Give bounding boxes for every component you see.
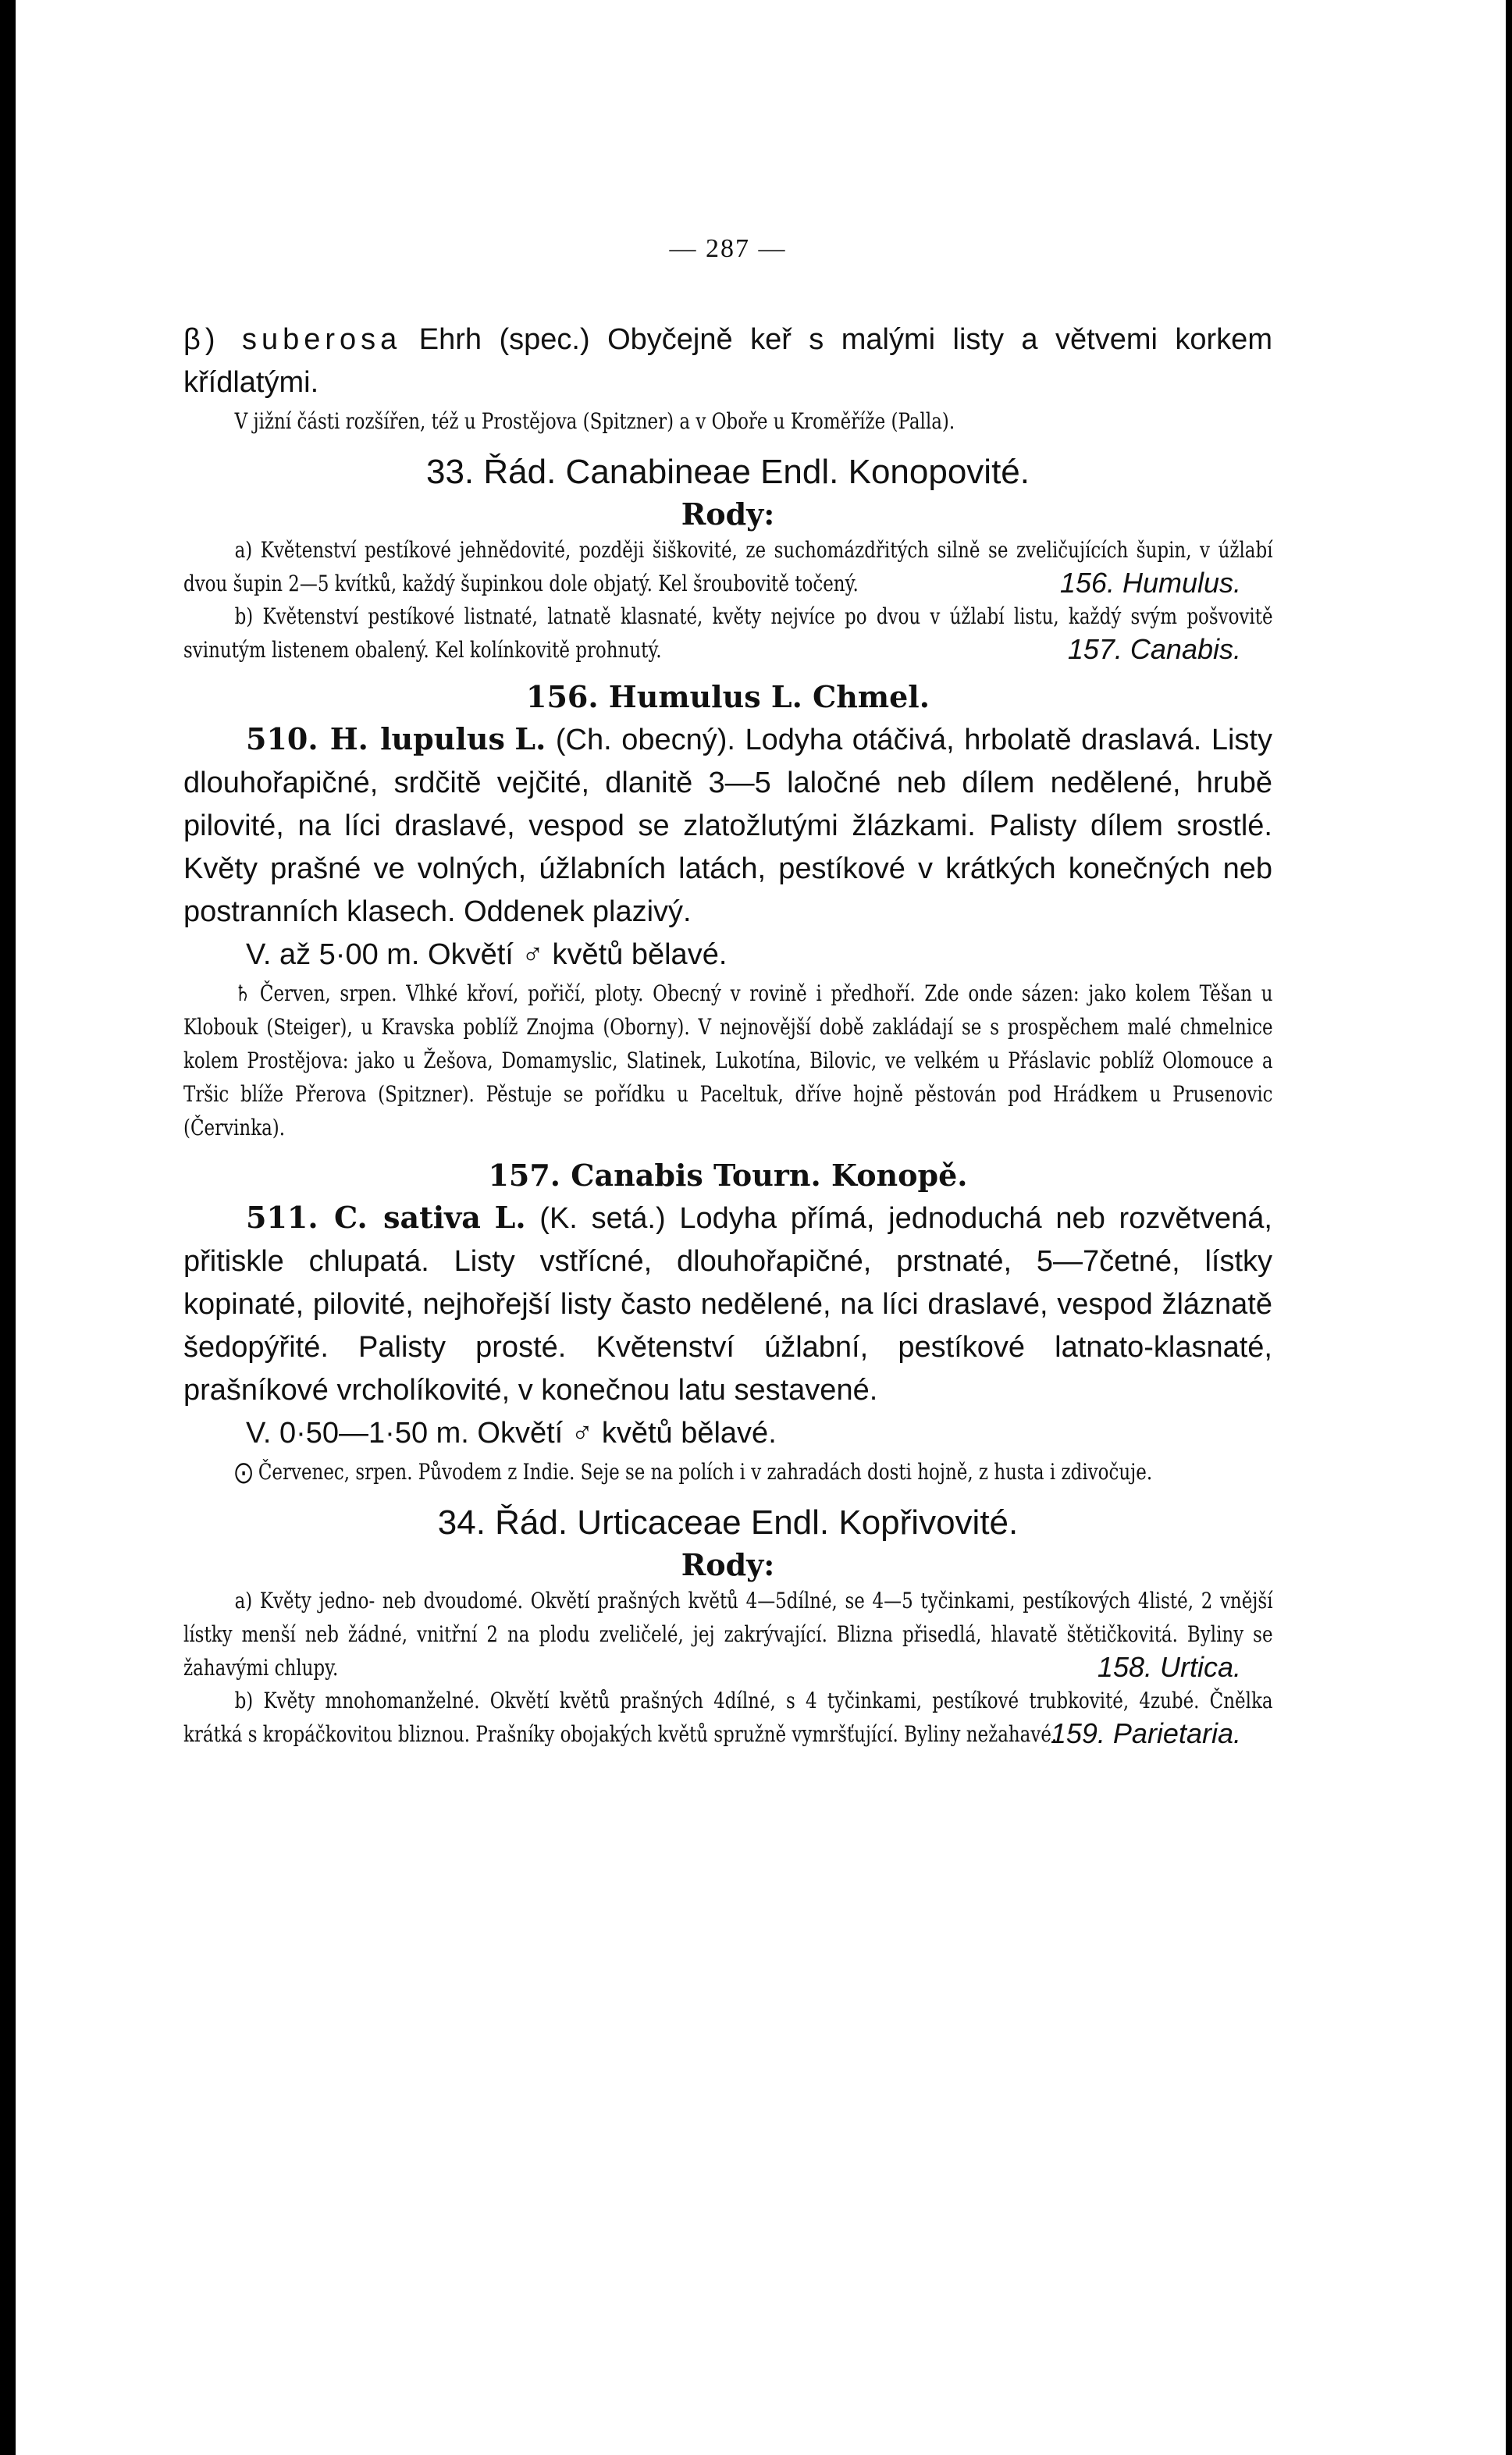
beta-label: β) suberosa: [183, 323, 402, 356]
species-511-name: 511. C. sativa: [246, 1200, 481, 1235]
beta-distribution: V jižní části rozšířen, též u Prostějova (Spitzner) a v Oboře u Kroměříže (Palla).: [234, 408, 955, 434]
species-510-habitat: ♄ Červen, srpen. Vlhké křoví, pořičí, ploty. Obecný v rovině i předhoří. Zde onde sázen: jako kolem Těšan u Klobouk (Steiger), u Kravska poblíž Znojma (Oborny). V nejnovější době zakládají se s prospěchem malé chmelnice kolem Prostějova: jako u Žešova, Domamyslic, Slatinek, Lukotína, Bilovic, ve velkém u Přáslavic poblíž Olomouce a Tršic blíže Přerova (Spitzner). Pěstuje se pořídku u Paceltuk, dříve hojně pěstován pod Hrádkem u Prusenovic (Červinka).: [183, 980, 1273, 1140]
order-34-key-b: b) Květy mnohomanželné. Okvětí květů prašných 4dílné, s 4 tyčinkami, pestíkové trubkovité, 4zubé. Čnělka krátká s kropáčkovitou bliznou. Prašníky obojakých květů spružně vymršťující. Byliny nežahavé.: [183, 1688, 1273, 1747]
order-34-key-a: a) Květy jedno- neb dvoudomé. Okvětí prašných květů 4—5dílné, se 4—5 tyčinkami, pestíkových 4listé, 2 vnější lístky menší neb žádné, vnitřní 2 na plodu zveličelé, jej zakrývající. Blizna přisedlá, hlavatě štětičkovitá. Byliny se žahavými chlupy.: [183, 1588, 1273, 1681]
order-33-key-a: a) Květenství pestíkové jehnědovité, později šiškovité, ze suchomázdřitých silně se zveličujících šupin, v úžlabí dvou šupin 2—5 kvítků, každý šupinkou dole objatý. Kel šroubovitě točený.: [183, 537, 1273, 596]
scan-edge-left: [0, 0, 16, 2455]
beta-spec: (spec.): [499, 323, 590, 356]
genus-156-title: 156. Humulus L. Chmel.: [526, 679, 930, 714]
species-511-description: Lodyha přímá, jednoduchá neb rozvětvená, přitiskle chlupatá. Listy vstřícné, dlouhořapičné, prstnaté, 5—7četné, lístky kopinaté, pilovité, nejhořejší listy často nedělené, na líci draslavé, vespod žláznatě šedopýřité. Palisty prosté. Květenství úžlabní, pestíkové latnato-klasnaté, prašníkové vrcholíkovité, v konečnou latu sestavené.: [183, 1202, 1272, 1407]
scan-edge-right: [1506, 0, 1512, 2455]
order-34-key-b-target: 159. Parietaria.: [1050, 1717, 1241, 1749]
beta-description: Obyčejně keř s malými listy a větvemi korkem křídlatými.: [183, 323, 1272, 399]
order-34-rody: Rody:: [681, 1547, 775, 1582]
order-33-title: 33. Řád. Canabineae Endl. Konopovité.: [425, 453, 1030, 491]
order-33-rody: Rody:: [681, 496, 775, 532]
species-510-author: L.: [514, 721, 546, 756]
species-511-author: L.: [494, 1200, 526, 1235]
species-510-height: V. až 5·00 m. Okvětí ♂ květů bělavé.: [246, 938, 728, 971]
order-33-key-a-target: 156. Humulus.: [1059, 567, 1241, 599]
species-511-habitat: ⨀ Červenec, srpen. Původem z Indie. Seje se na polích i v zahradách dosti hojně, z husta i zdivočuje.: [234, 1459, 1153, 1485]
species-510-name: 510. H. lupulus: [246, 721, 505, 756]
species-510-description: Lodyha otáčivá, hrbolatě draslavá. Listy dlouhořapičné, srdčitě vejčité, dlanitě 3—5 laločné neb dílem nedělené, hrubě pilovité, na líci draslavé, vespod se zlatožlutými žlázkami. Palisty dílem srostlé. Květy prašné ve volných, úžlabních latách, pestíkové v krátkých konečných neb postranních klasech. Oddenek plazivý.: [183, 724, 1272, 928]
species-511-height: V. 0·50—1·50 m. Okvětí ♂ květů bělavé.: [246, 1417, 777, 1450]
order-33-key-b-target: 157. Canabis.: [1067, 633, 1241, 665]
beta-variety-paragraph: [183, 318, 1272, 404]
order-34-title: 34. Řád. Urticaceae Endl. Kopřivovité.: [437, 1503, 1019, 1542]
species-511-paragraph: [183, 1196, 1272, 1412]
order-34-key-a-target: 158. Urtica.: [1097, 1651, 1241, 1683]
page-content: [183, 234, 1272, 1750]
beta-author: Ehrh: [418, 323, 482, 356]
species-510-paragraph: [183, 717, 1272, 934]
species-511-common: (K. setá.): [539, 1202, 666, 1235]
order-33-key-b: b) Květenství pestíkové listnaté, latnatě klasnaté, květy nejvíce po dvou v úžlabí listu, každý svým pošvovitě svinutým listenem obalený. Kel kolínkovitě prohnutý.: [183, 603, 1273, 663]
species-510-common: (Ch. obecný).: [555, 724, 735, 756]
genus-157-title: 157. Canabis Tourn. Konopě.: [488, 1158, 968, 1193]
page-number: — 287 —: [669, 234, 787, 263]
